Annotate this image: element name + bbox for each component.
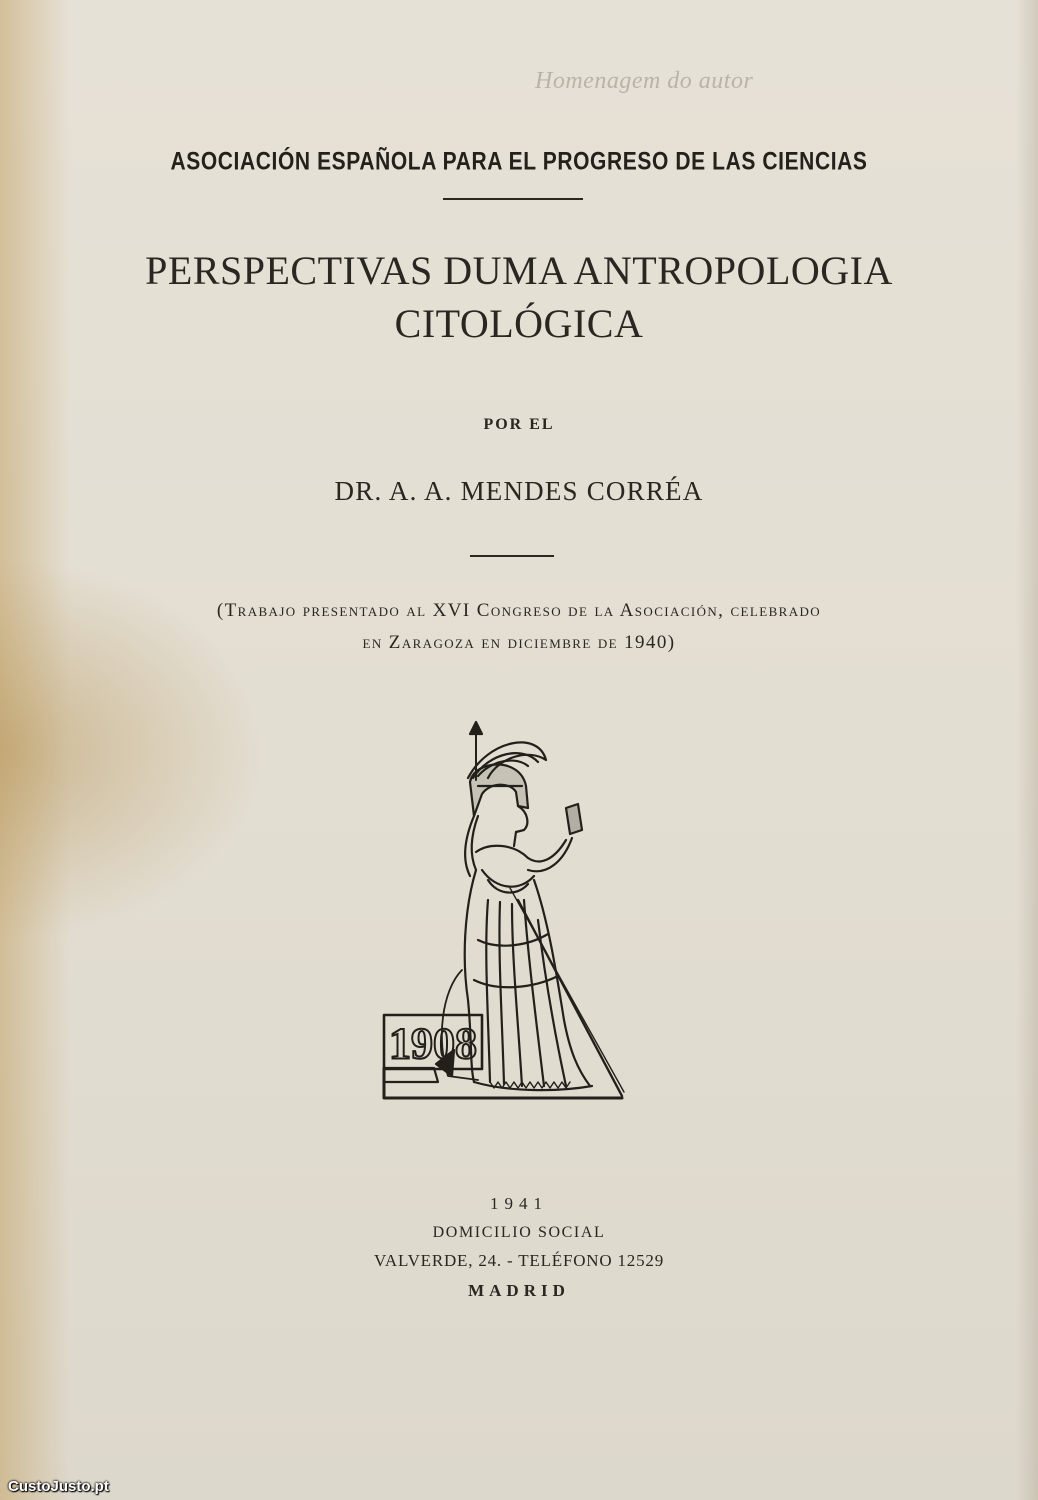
presentation-note-line-1: (Trabajo presentado al XVI Congreso de la Asociación, celebrado	[216, 600, 822, 621]
presentation-note-line-2: en Zaragoza en diciembre de 1940)	[362, 632, 676, 653]
athena-emblem-icon	[378, 720, 640, 1110]
publisher-city: MADRID	[468, 1281, 570, 1300]
byline: POR EL	[483, 416, 555, 433]
society-name: ASOCIACIÓN ESPAÑOLA PARA EL PROGRESO DE LAS CIENCIAS	[170, 148, 868, 176]
publication-year: 1941	[490, 1194, 548, 1213]
domicilio-label: DOMICILIO SOCIAL	[432, 1224, 606, 1241]
title-line-2: CITOLÓGICA	[394, 301, 644, 346]
emblem-year: 1908	[389, 1019, 477, 1068]
title-line-1: PERSPECTIVAS DUMA ANTROPOLOGIA	[145, 248, 893, 293]
divider-top	[443, 198, 583, 200]
site-watermark: CustoJusto.pt	[8, 1478, 109, 1495]
page-edge-shadow	[1016, 0, 1038, 1500]
publisher-address: VALVERDE, 24. - TELÉFONO 12529	[373, 1251, 665, 1270]
divider-middle	[470, 555, 554, 557]
handwritten-dedication: Homenagem do autor	[535, 68, 754, 94]
author-name: DR. A. A. MENDES CORRÉA	[334, 476, 704, 506]
